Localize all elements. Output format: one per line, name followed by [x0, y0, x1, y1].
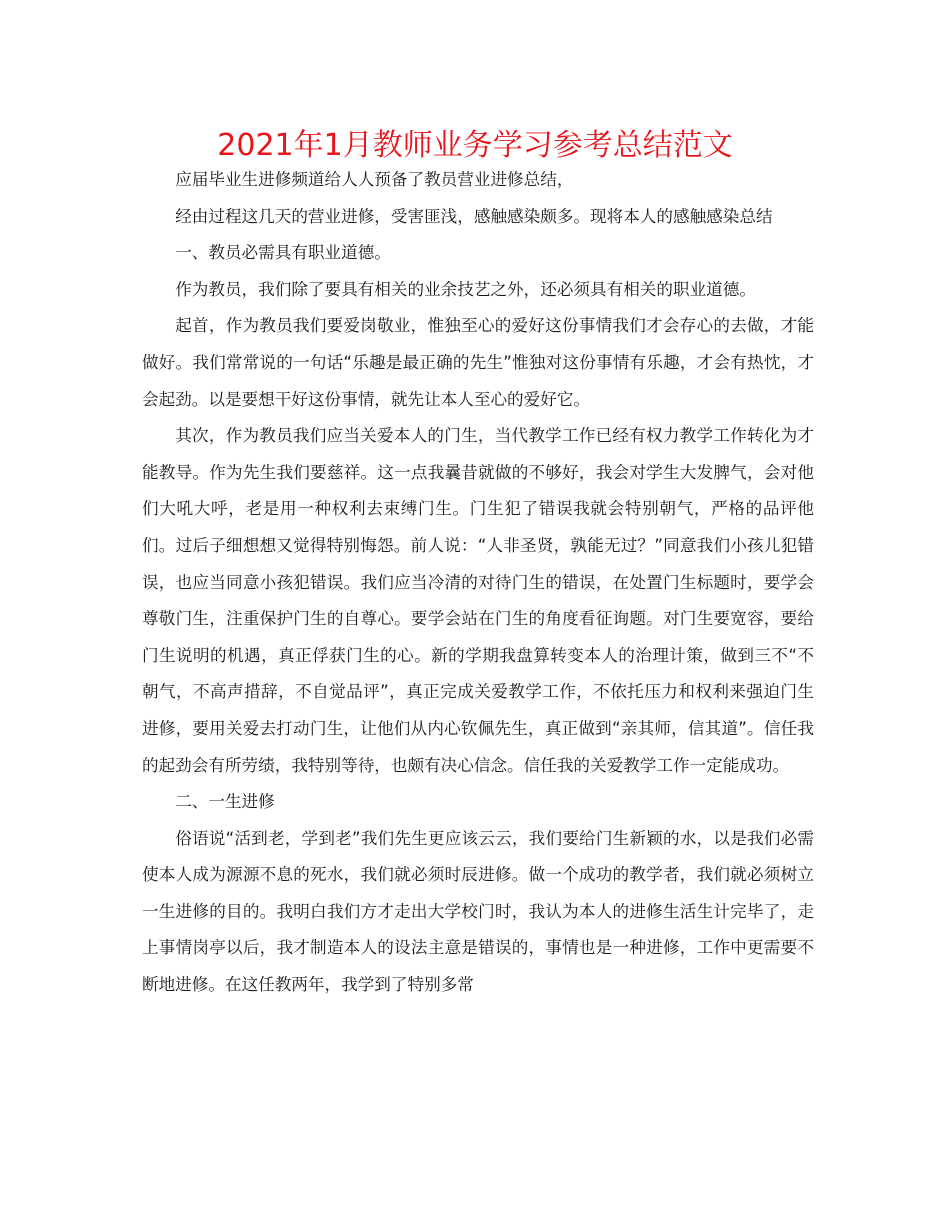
- section-heading-ethics: 一、教员必需具有职业道德。: [175, 243, 391, 263]
- paragraph-first: 起首，作为教员我们要爱岗敬业，惟独至心的爱好这份事情我们才会存心的去做，才能做好。我们常常说的一句话“乐趣是最正确的先生”惟独对这份事情有乐趣，才会有热忱，才会起劲。以是要想干好这份事情，就先让本人至心的爱好它。: [142, 316, 814, 409]
- document-body: [142, 162, 814, 1004]
- paragraph-lifelong-learning: 俗语说“活到老，学到老”我们先生更应该云云，我们要给门生新颖的水，以是我们必需使本人成为源源不息的死水，我们就必须时辰进修。做一个成功的教学者，我们就必须树立一生进修的目的。我明白我们方才走出大学校门时，我认为本人的进修生活生计完毕了，走上事情岗亭以后，我才制造本人的设法主意是错误的，事情也是一种进修，工作中更需要不断地进修。在这任教两年，我学到了特别多常: [142, 828, 814, 995]
- paragraph-intro: 应届毕业生进修频道给人人预备了教员营业进修总结，: [175, 170, 574, 189]
- paragraph-ethics: 作为教员，我们除了要具有相关的业余技艺之外，还必须具有相关的职业道德。: [175, 279, 756, 299]
- document-title: 2021年1月教师业务学习参考总结范文: [217, 128, 733, 163]
- paragraph-summary-lead: 经由过程这几天的营业进修，受害匪浅，感触感染颇多。现将本人的感触感染总结: [175, 206, 773, 226]
- section-heading-lifelong-learning: 二、一生进修: [175, 792, 275, 812]
- paragraph-second: 其次，作为教员我们应当关爱本人的门生，当代教学工作已经有权力教学工作转化为才能教导。作为先生我们要慈祥。这一点我曩昔就做的不够好，我会对学生大发脾气，会对他们大吼大呼，老是用一种权利去束缚门生。门生犯了错误我就会特别朝气，严格的品评他们。过后子细想想又觉得特别悔怨。前人说：“人非圣贤，孰能无过？”同意我们小孩儿犯错误，也应当同意小孩犯错误。我们应当冷清的对待门生的错误，在处置门生标题时，要学会尊敬门生，注重保护门生的自尊心。要学会站在门生的角度看征询题。对门生要宽容，要给门生说明的机遇，真正俘获门生的心。新的学期我盘算转变本人的治理计策，做到三不“不朝气，不高声措辞，不自觉品评”，真正完成关爱教学工作，不依托压力和权利来强迫门生进修，要用关爱去打动门生，让他们从内心钦佩先生，真正做到“亲其师，信其道”。信任我的起劲会有所劳绩，我特别等待，也颇有决心信念。信任我的关爱教学工作一定能成功。: [142, 426, 814, 775]
